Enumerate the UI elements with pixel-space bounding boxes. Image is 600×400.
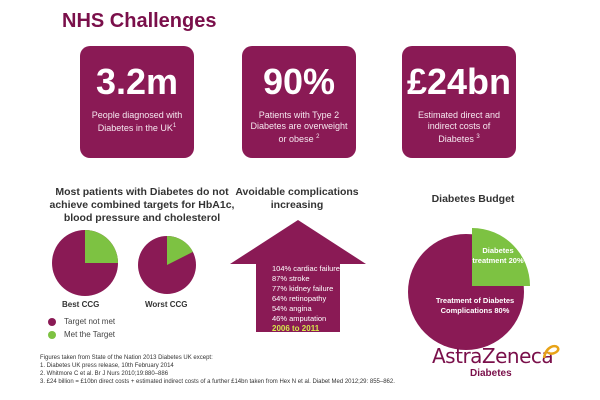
complication-item: 64% retinopathy (272, 294, 327, 303)
legend-not-met: Target not met (48, 317, 115, 326)
budget-slice-large-label: Treatment of Diabetes Complications 80% (435, 296, 515, 315)
complications-list (272, 264, 340, 324)
worst-ccg-pie (136, 234, 198, 296)
best-ccg-label: Best CCG (62, 300, 100, 309)
complications-heading: Avoidable complications increasing (235, 186, 359, 211)
targets-heading: Most patients with Diabetes do not achieve combined targets for HbA1c, blood pressure and cholesterol (49, 186, 235, 224)
budget-heading: Diabetes Budget (431, 193, 515, 205)
complication-item: 104% cardiac failure (272, 264, 340, 273)
worst-ccg-label: Worst CCG (145, 300, 188, 309)
brand-subtitle: Diabetes (470, 368, 512, 379)
brand-swirl-icon (540, 340, 562, 362)
stat-value: 90% (262, 61, 336, 102)
stat-value: 3.2m (95, 61, 179, 102)
stat-text: People diagnosed with Diabetes in the $UK^1$ (91, 110, 183, 133)
stat-box-overweight (242, 46, 356, 158)
stat-value: £24bn (406, 61, 512, 102)
legend-dot (48, 331, 56, 339)
stat-text: Patients with Type 2 Diabetes are overweight or obese $^2$ (250, 110, 348, 144)
complication-item: 46% amputation (272, 314, 327, 323)
stat-box-diagnosed (80, 46, 194, 158)
footnote: 3. £24 billion = £10bn direct costs + estimated indirect costs of a further £14bn taken from Hex N et al. Diabet Med 2012;29: 855–862. (40, 379, 395, 385)
brand-logo: AstraZeneca (432, 344, 554, 368)
complication-item: 77% kidney failure (272, 284, 334, 293)
complication-item: 54% angina (272, 304, 312, 313)
legend-dot (48, 318, 56, 326)
footnote: 2. Whitmore C et al. Br J Nurs 2010;19:880–886 (40, 371, 169, 377)
best-ccg-pie (50, 228, 120, 298)
stat-text: Estimated direct and indirect costs of Diabetes $^3$ (417, 110, 501, 144)
footnote: 1. Diabetes UK press release, 10th February 2014 (40, 363, 174, 369)
complications-years: 2006 to 2011 (272, 324, 320, 333)
footnotes (40, 354, 410, 386)
page-title: NHS Challenges (62, 10, 217, 32)
legend-met: Met the Target (48, 330, 115, 339)
complication-item: 87% stroke (272, 274, 310, 283)
budget-slice-small-label: Diabetes treatment 20% (472, 246, 524, 265)
best-ccg-slice-met (85, 230, 118, 263)
footnote: Figures taken from State of the Nation 2013 Diabetes UK except: (40, 355, 213, 361)
stat-box-costs (402, 46, 516, 158)
